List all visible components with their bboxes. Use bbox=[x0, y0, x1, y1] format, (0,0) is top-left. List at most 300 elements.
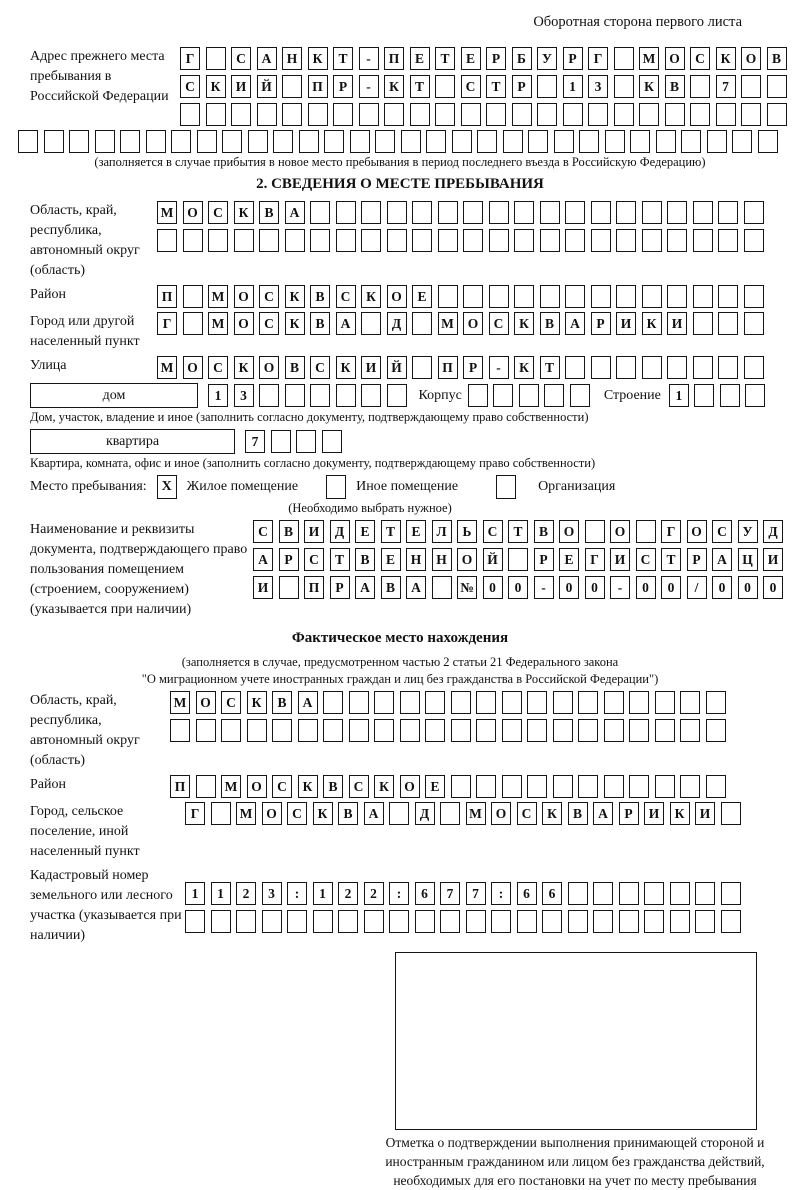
char-box[interactable]: О bbox=[665, 47, 685, 70]
char-box[interactable]: П bbox=[438, 356, 458, 379]
char-box[interactable] bbox=[285, 384, 305, 407]
char-box[interactable] bbox=[180, 103, 200, 126]
char-box[interactable]: О bbox=[687, 520, 707, 543]
char-box[interactable] bbox=[349, 719, 369, 742]
char-box[interactable] bbox=[644, 910, 664, 933]
char-box[interactable] bbox=[732, 130, 752, 153]
char-box[interactable] bbox=[568, 910, 588, 933]
char-box[interactable] bbox=[744, 229, 764, 252]
char-box[interactable]: : bbox=[287, 882, 307, 905]
char-box[interactable] bbox=[426, 130, 446, 153]
char-box[interactable] bbox=[375, 130, 395, 153]
char-box[interactable] bbox=[387, 229, 407, 252]
char-box[interactable] bbox=[591, 201, 611, 224]
char-box[interactable] bbox=[323, 691, 343, 714]
char-box[interactable] bbox=[299, 130, 319, 153]
checkbox-organizatsiya[interactable] bbox=[496, 475, 516, 499]
char-box[interactable] bbox=[361, 312, 381, 335]
char-box[interactable] bbox=[468, 384, 488, 407]
char-box[interactable]: У bbox=[738, 520, 758, 543]
char-box[interactable] bbox=[570, 384, 590, 407]
char-box[interactable] bbox=[718, 285, 738, 308]
char-box[interactable]: 1 bbox=[208, 384, 228, 407]
char-box[interactable]: 7 bbox=[440, 882, 460, 905]
char-box[interactable]: С bbox=[489, 312, 509, 335]
char-box[interactable]: К bbox=[206, 75, 226, 98]
char-box[interactable]: Е bbox=[355, 520, 375, 543]
char-box[interactable] bbox=[629, 691, 649, 714]
char-box[interactable] bbox=[185, 910, 205, 933]
char-box[interactable]: К bbox=[285, 312, 305, 335]
checkbox-inoe[interactable] bbox=[326, 475, 346, 499]
char-box[interactable]: 0 bbox=[483, 576, 503, 599]
char-box[interactable] bbox=[670, 882, 690, 905]
char-box[interactable] bbox=[614, 47, 634, 70]
char-box[interactable] bbox=[644, 882, 664, 905]
char-box[interactable] bbox=[642, 229, 662, 252]
char-box[interactable]: М bbox=[438, 312, 458, 335]
char-box[interactable]: Р bbox=[330, 576, 350, 599]
char-box[interactable]: В bbox=[338, 802, 358, 825]
char-box[interactable]: 2 bbox=[364, 882, 384, 905]
char-box[interactable]: К bbox=[234, 201, 254, 224]
char-box[interactable] bbox=[605, 130, 625, 153]
char-box[interactable] bbox=[389, 802, 409, 825]
char-box[interactable] bbox=[680, 719, 700, 742]
char-box[interactable] bbox=[745, 384, 765, 407]
char-box[interactable] bbox=[542, 910, 562, 933]
char-box[interactable] bbox=[527, 719, 547, 742]
char-box[interactable]: Е bbox=[412, 285, 432, 308]
char-box[interactable] bbox=[767, 103, 787, 126]
char-box[interactable]: С bbox=[712, 520, 732, 543]
char-box[interactable] bbox=[568, 882, 588, 905]
char-box[interactable] bbox=[508, 548, 528, 571]
char-box[interactable]: П bbox=[308, 75, 328, 98]
char-box[interactable]: С bbox=[208, 356, 228, 379]
char-box[interactable] bbox=[721, 910, 741, 933]
char-box[interactable] bbox=[296, 430, 316, 453]
char-box[interactable]: Е bbox=[381, 548, 401, 571]
char-box[interactable] bbox=[667, 229, 687, 252]
char-box[interactable] bbox=[208, 229, 228, 252]
char-box[interactable] bbox=[400, 719, 420, 742]
char-box[interactable] bbox=[744, 356, 764, 379]
char-box[interactable]: : bbox=[389, 882, 409, 905]
char-box[interactable] bbox=[693, 201, 713, 224]
char-box[interactable] bbox=[183, 285, 203, 308]
char-box[interactable] bbox=[338, 910, 358, 933]
char-box[interactable] bbox=[310, 229, 330, 252]
char-box[interactable] bbox=[693, 285, 713, 308]
char-box[interactable] bbox=[435, 75, 455, 98]
char-box[interactable] bbox=[706, 719, 726, 742]
char-box[interactable] bbox=[540, 201, 560, 224]
char-box[interactable] bbox=[721, 802, 741, 825]
char-box[interactable] bbox=[412, 312, 432, 335]
char-box[interactable] bbox=[503, 130, 523, 153]
char-box[interactable]: С bbox=[310, 356, 330, 379]
char-box[interactable] bbox=[157, 229, 177, 252]
char-box[interactable] bbox=[440, 802, 460, 825]
char-box[interactable]: А bbox=[355, 576, 375, 599]
checkbox-zhiloe[interactable]: X bbox=[157, 475, 177, 499]
char-box[interactable]: Т bbox=[330, 548, 350, 571]
char-box[interactable] bbox=[412, 229, 432, 252]
char-box[interactable]: И bbox=[763, 548, 783, 571]
char-box[interactable]: Й bbox=[483, 548, 503, 571]
char-box[interactable] bbox=[410, 103, 430, 126]
char-box[interactable]: В bbox=[665, 75, 685, 98]
char-box[interactable]: Й bbox=[387, 356, 407, 379]
char-box[interactable] bbox=[336, 384, 356, 407]
char-box[interactable] bbox=[718, 356, 738, 379]
char-box[interactable] bbox=[655, 691, 675, 714]
char-box[interactable]: Т bbox=[486, 75, 506, 98]
char-box[interactable]: В bbox=[767, 47, 787, 70]
char-box[interactable] bbox=[438, 229, 458, 252]
char-box[interactable] bbox=[257, 103, 277, 126]
char-box[interactable]: И bbox=[610, 548, 630, 571]
char-box[interactable] bbox=[361, 229, 381, 252]
char-box[interactable]: Б bbox=[512, 47, 532, 70]
char-box[interactable] bbox=[537, 75, 557, 98]
char-box[interactable] bbox=[528, 130, 548, 153]
char-box[interactable]: К bbox=[384, 75, 404, 98]
char-box[interactable]: В bbox=[381, 576, 401, 599]
char-box[interactable]: И bbox=[616, 312, 636, 335]
char-box[interactable] bbox=[324, 130, 344, 153]
char-box[interactable]: 2 bbox=[236, 882, 256, 905]
char-box[interactable]: 6 bbox=[415, 882, 435, 905]
char-box[interactable] bbox=[389, 910, 409, 933]
char-box[interactable] bbox=[364, 910, 384, 933]
char-box[interactable] bbox=[716, 103, 736, 126]
char-box[interactable]: 6 bbox=[517, 882, 537, 905]
char-box[interactable] bbox=[359, 103, 379, 126]
char-box[interactable]: Р bbox=[619, 802, 639, 825]
char-box[interactable]: К bbox=[247, 691, 267, 714]
char-box[interactable]: / bbox=[687, 576, 707, 599]
char-box[interactable]: В bbox=[285, 356, 305, 379]
char-box[interactable] bbox=[690, 75, 710, 98]
char-box[interactable]: Д bbox=[330, 520, 350, 543]
char-box[interactable]: К bbox=[514, 356, 534, 379]
char-box[interactable] bbox=[619, 910, 639, 933]
char-box[interactable]: О bbox=[741, 47, 761, 70]
char-box[interactable]: К bbox=[308, 47, 328, 70]
char-box[interactable] bbox=[432, 576, 452, 599]
char-box[interactable]: О bbox=[234, 285, 254, 308]
char-box[interactable]: Е bbox=[461, 47, 481, 70]
char-box[interactable]: И bbox=[304, 520, 324, 543]
char-box[interactable] bbox=[614, 75, 634, 98]
char-box[interactable] bbox=[553, 719, 573, 742]
char-box[interactable]: Р bbox=[687, 548, 707, 571]
char-box[interactable]: : bbox=[491, 882, 511, 905]
char-box[interactable] bbox=[591, 229, 611, 252]
char-box[interactable]: № bbox=[457, 576, 477, 599]
char-box[interactable] bbox=[721, 882, 741, 905]
char-box[interactable]: 0 bbox=[585, 576, 605, 599]
char-box[interactable]: Р bbox=[463, 356, 483, 379]
char-box[interactable] bbox=[374, 719, 394, 742]
char-box[interactable] bbox=[271, 430, 291, 453]
char-box[interactable]: В bbox=[310, 285, 330, 308]
char-box[interactable]: 7 bbox=[716, 75, 736, 98]
char-box[interactable]: С bbox=[221, 691, 241, 714]
char-box[interactable]: К bbox=[542, 802, 562, 825]
char-box[interactable] bbox=[604, 691, 624, 714]
char-box[interactable] bbox=[642, 201, 662, 224]
char-box[interactable] bbox=[461, 103, 481, 126]
char-box[interactable]: А bbox=[285, 201, 305, 224]
char-box[interactable]: Н bbox=[432, 548, 452, 571]
char-box[interactable]: Т bbox=[410, 75, 430, 98]
char-box[interactable] bbox=[287, 910, 307, 933]
char-box[interactable] bbox=[578, 775, 598, 798]
char-box[interactable] bbox=[593, 882, 613, 905]
char-box[interactable]: О bbox=[262, 802, 282, 825]
char-box[interactable] bbox=[604, 775, 624, 798]
char-box[interactable]: И bbox=[667, 312, 687, 335]
char-box[interactable]: 0 bbox=[636, 576, 656, 599]
char-box[interactable]: - bbox=[359, 47, 379, 70]
char-box[interactable]: 1 bbox=[185, 882, 205, 905]
char-box[interactable]: 0 bbox=[738, 576, 758, 599]
char-box[interactable]: И bbox=[695, 802, 715, 825]
char-box[interactable] bbox=[553, 691, 573, 714]
char-box[interactable]: В bbox=[259, 201, 279, 224]
char-box[interactable] bbox=[425, 719, 445, 742]
char-box[interactable] bbox=[563, 103, 583, 126]
char-box[interactable] bbox=[361, 201, 381, 224]
char-box[interactable]: О bbox=[463, 312, 483, 335]
char-box[interactable]: О bbox=[387, 285, 407, 308]
char-box[interactable]: 3 bbox=[234, 384, 254, 407]
char-box[interactable] bbox=[502, 719, 522, 742]
char-box[interactable]: 0 bbox=[661, 576, 681, 599]
char-box[interactable] bbox=[262, 910, 282, 933]
char-box[interactable]: М bbox=[157, 356, 177, 379]
char-box[interactable] bbox=[206, 47, 226, 70]
char-box[interactable] bbox=[695, 882, 715, 905]
char-box[interactable] bbox=[629, 775, 649, 798]
char-box[interactable] bbox=[656, 130, 676, 153]
char-box[interactable] bbox=[565, 229, 585, 252]
char-box[interactable]: С bbox=[636, 548, 656, 571]
char-box[interactable]: 3 bbox=[588, 75, 608, 98]
char-box[interactable]: О bbox=[400, 775, 420, 798]
char-box[interactable]: С bbox=[349, 775, 369, 798]
char-box[interactable] bbox=[493, 384, 513, 407]
char-box[interactable] bbox=[519, 384, 539, 407]
char-box[interactable]: Е bbox=[406, 520, 426, 543]
char-box[interactable] bbox=[476, 775, 496, 798]
char-box[interactable] bbox=[554, 130, 574, 153]
char-box[interactable] bbox=[491, 910, 511, 933]
char-box[interactable]: 3 bbox=[262, 882, 282, 905]
char-box[interactable]: 7 bbox=[466, 882, 486, 905]
char-box[interactable]: Т bbox=[333, 47, 353, 70]
char-box[interactable] bbox=[401, 130, 421, 153]
char-box[interactable]: С bbox=[272, 775, 292, 798]
char-box[interactable]: А bbox=[298, 691, 318, 714]
char-box[interactable]: В bbox=[534, 520, 554, 543]
char-box[interactable]: С bbox=[336, 285, 356, 308]
char-box[interactable] bbox=[665, 103, 685, 126]
char-box[interactable] bbox=[197, 130, 217, 153]
char-box[interactable]: П bbox=[170, 775, 190, 798]
char-box[interactable] bbox=[636, 520, 656, 543]
char-box[interactable] bbox=[741, 103, 761, 126]
char-box[interactable] bbox=[718, 201, 738, 224]
char-box[interactable] bbox=[718, 312, 738, 335]
char-box[interactable] bbox=[463, 201, 483, 224]
char-box[interactable]: Н bbox=[282, 47, 302, 70]
char-box[interactable] bbox=[537, 103, 557, 126]
char-box[interactable] bbox=[451, 691, 471, 714]
char-box[interactable] bbox=[630, 130, 650, 153]
char-box[interactable] bbox=[544, 384, 564, 407]
char-box[interactable]: С bbox=[231, 47, 251, 70]
char-box[interactable] bbox=[629, 719, 649, 742]
char-box[interactable] bbox=[614, 103, 634, 126]
char-box[interactable]: В bbox=[540, 312, 560, 335]
char-box[interactable] bbox=[667, 201, 687, 224]
char-box[interactable] bbox=[272, 719, 292, 742]
char-box[interactable] bbox=[222, 130, 242, 153]
char-box[interactable] bbox=[285, 229, 305, 252]
char-box[interactable]: У bbox=[537, 47, 557, 70]
char-box[interactable]: Т bbox=[661, 548, 681, 571]
char-box[interactable] bbox=[196, 775, 216, 798]
char-box[interactable]: Л bbox=[432, 520, 452, 543]
char-box[interactable] bbox=[231, 103, 251, 126]
char-box[interactable] bbox=[333, 103, 353, 126]
char-box[interactable]: К bbox=[298, 775, 318, 798]
char-box[interactable] bbox=[322, 430, 342, 453]
char-box[interactable] bbox=[694, 384, 714, 407]
char-box[interactable]: О bbox=[247, 775, 267, 798]
char-box[interactable]: П bbox=[384, 47, 404, 70]
char-box[interactable] bbox=[476, 719, 496, 742]
char-box[interactable]: 0 bbox=[559, 576, 579, 599]
char-box[interactable]: В bbox=[272, 691, 292, 714]
char-box[interactable] bbox=[206, 103, 226, 126]
char-box[interactable] bbox=[502, 775, 522, 798]
char-box[interactable] bbox=[512, 103, 532, 126]
char-box[interactable]: Е bbox=[559, 548, 579, 571]
char-box[interactable] bbox=[616, 285, 636, 308]
char-box[interactable] bbox=[463, 285, 483, 308]
char-box[interactable] bbox=[221, 719, 241, 742]
char-box[interactable] bbox=[578, 691, 598, 714]
char-box[interactable] bbox=[514, 201, 534, 224]
char-box[interactable] bbox=[259, 229, 279, 252]
char-box[interactable]: Р bbox=[279, 548, 299, 571]
char-box[interactable] bbox=[585, 520, 605, 543]
char-box[interactable]: В bbox=[279, 520, 299, 543]
char-box[interactable] bbox=[588, 103, 608, 126]
char-box[interactable]: П bbox=[304, 576, 324, 599]
char-box[interactable] bbox=[514, 229, 534, 252]
char-box[interactable] bbox=[527, 775, 547, 798]
char-box[interactable] bbox=[720, 384, 740, 407]
char-box[interactable]: М bbox=[170, 691, 190, 714]
char-box[interactable] bbox=[693, 229, 713, 252]
char-box[interactable]: В bbox=[568, 802, 588, 825]
char-box[interactable] bbox=[565, 356, 585, 379]
char-box[interactable] bbox=[308, 103, 328, 126]
char-box[interactable] bbox=[514, 285, 534, 308]
char-box[interactable] bbox=[234, 229, 254, 252]
char-box[interactable] bbox=[706, 691, 726, 714]
char-box[interactable]: Т bbox=[508, 520, 528, 543]
char-box[interactable] bbox=[540, 229, 560, 252]
char-box[interactable]: И bbox=[361, 356, 381, 379]
char-box[interactable]: - bbox=[359, 75, 379, 98]
char-box[interactable]: А bbox=[257, 47, 277, 70]
char-box[interactable] bbox=[183, 312, 203, 335]
char-box[interactable]: А bbox=[406, 576, 426, 599]
char-box[interactable]: Г bbox=[180, 47, 200, 70]
char-box[interactable]: М bbox=[221, 775, 241, 798]
char-box[interactable]: Д bbox=[763, 520, 783, 543]
char-box[interactable]: С bbox=[253, 520, 273, 543]
char-box[interactable]: С bbox=[259, 285, 279, 308]
char-box[interactable] bbox=[350, 130, 370, 153]
char-box[interactable] bbox=[489, 201, 509, 224]
char-box[interactable]: 0 bbox=[763, 576, 783, 599]
char-box[interactable]: А bbox=[712, 548, 732, 571]
char-box[interactable]: Т bbox=[381, 520, 401, 543]
char-box[interactable] bbox=[593, 910, 613, 933]
char-box[interactable] bbox=[279, 576, 299, 599]
char-box[interactable] bbox=[95, 130, 115, 153]
char-box[interactable]: К bbox=[514, 312, 534, 335]
char-box[interactable] bbox=[466, 910, 486, 933]
char-box[interactable]: М bbox=[208, 285, 228, 308]
char-box[interactable] bbox=[741, 75, 761, 98]
char-box[interactable] bbox=[310, 384, 330, 407]
apartment-type-box[interactable]: квартира bbox=[30, 429, 235, 454]
char-box[interactable] bbox=[616, 356, 636, 379]
char-box[interactable]: О bbox=[559, 520, 579, 543]
char-box[interactable] bbox=[425, 691, 445, 714]
char-box[interactable] bbox=[693, 356, 713, 379]
char-box[interactable] bbox=[211, 910, 231, 933]
char-box[interactable]: Р bbox=[486, 47, 506, 70]
char-box[interactable]: В bbox=[323, 775, 343, 798]
char-box[interactable]: 2 bbox=[338, 882, 358, 905]
char-box[interactable]: Ь bbox=[457, 520, 477, 543]
char-box[interactable]: 1 bbox=[313, 882, 333, 905]
char-box[interactable] bbox=[236, 910, 256, 933]
char-box[interactable]: Р bbox=[534, 548, 554, 571]
char-box[interactable] bbox=[642, 285, 662, 308]
char-box[interactable] bbox=[579, 130, 599, 153]
char-box[interactable] bbox=[440, 910, 460, 933]
char-box[interactable] bbox=[706, 775, 726, 798]
char-box[interactable] bbox=[310, 201, 330, 224]
char-box[interactable] bbox=[517, 910, 537, 933]
char-box[interactable]: Г bbox=[585, 548, 605, 571]
char-box[interactable] bbox=[298, 719, 318, 742]
char-box[interactable] bbox=[476, 691, 496, 714]
char-box[interactable]: С bbox=[259, 312, 279, 335]
char-box[interactable] bbox=[616, 201, 636, 224]
